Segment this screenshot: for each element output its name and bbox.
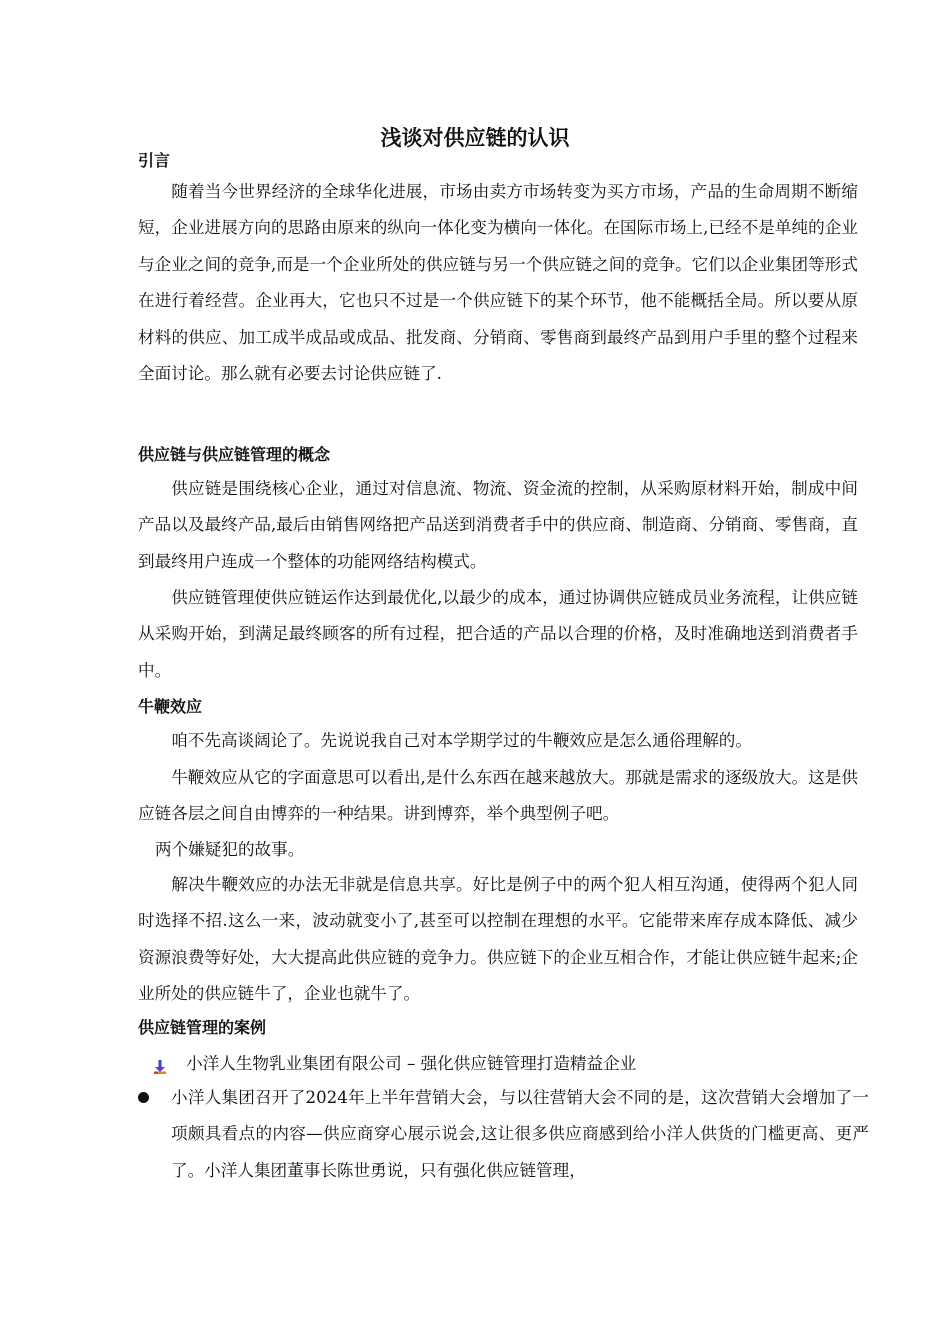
arrow-marker-icon: [152, 1056, 168, 1072]
case-title-line: [152, 1050, 636, 1078]
document-title: 浅谈对供应链的认识: [380, 126, 570, 150]
bullwhip-paragraph-story: 两个嫌疑犯的故事。: [155, 840, 305, 859]
case-title-text: 小洋人生物乳业集团有限公司 – 强化供应链管理打造精益企业: [186, 1054, 637, 1073]
case-bullet-text: 小洋人集团召开了2024年上半年营销大会，与以往营销大会不同的是，这次营销大会增加了一项颇具看点的内容—供应商穿心展示说会,这让很多供应商感到给小洋人供货的门槛更高、更严了。小洋人集团董事长陈世勇说，只有强化供应链管理，: [171, 1088, 869, 1180]
section-heading-concepts: 供应链与供应链管理的概念: [138, 445, 331, 464]
bullwhip-paragraph-solution: 解决牛鞭效应的办法无非就是信息共享。好比是例子中的两个犯人相互沟通，使得两个犯人同时选择不招.这么一来，波动就变小了,甚至可以控制在理想的水平。它能带来库存成本降低、减少资源浪费等好处，大大提高此供应链的竞争力。供应链下的企业互相合作，才能让供应链牛起来;企业所处的供应链牛了，企业也就牛了。: [138, 875, 858, 1004]
introduction-paragraph: 随着当今世界经济的全球华化进展，市场由卖方市场转变为买方市场，产品的生命周期不断缩短，企业进展方向的思路由原来的纵向一体化变为横向一体化。在国际市场上,已经不是单纯的企业与企业之间的竞争,而是一个企业所处的供应链与另一个供应链之间的竞争。它们以企业集团等形式在进行着经营。企业再大，它也只不过是一个供应链下的某个环节，他不能概括全局。所以要从原材料的供应、加工成半成品或成品、批发商、分销商、零售商到最终产品到用户手里的整个过程来全面讨论。那么就有必要去讨论供应链了.: [138, 182, 858, 384]
bullet-dot-icon: [138, 1092, 149, 1103]
bullwhip-paragraph-intro: 咱不先高谈阔论了。先说说我自己对本学期学过的牛鞭效应是怎么通俗理解的。: [171, 731, 752, 750]
section-heading-bullwhip-effect: 牛鞭效应: [138, 697, 203, 716]
bullwhip-paragraph-meaning: 牛鞭效应从它的字面意思可以看出,是什么东西在越来越放大。那就是需求的逐级放大。这是供应链各层之间自由博弈的一种结果。讲到博弈，举个典型例子吧。: [138, 768, 858, 824]
concept-paragraph-supply-chain-management: 供应链管理使供应链运作达到最优化,以最少的成本，通过协调供应链成员业务流程，让供应链从采购开始，到满足最终顾客的所有过程，把合适的产品以合理的价格，及时准确地送到消费者手中。: [138, 588, 858, 680]
section-heading-introduction: 引言: [138, 151, 171, 170]
section-heading-case-study: 供应链管理的案例: [138, 1018, 267, 1037]
concept-paragraph-supply-chain: 供应链是围绕核心企业，通过对信息流、物流、资金流的控制，从采购原材料开始，制成中间产品以及最终产品,最后由销售网络把产品送到消费者手中的供应商、制造商、分销商、零售商，直到最终用户连成一个整体的功能网络结构模式。: [138, 479, 858, 571]
